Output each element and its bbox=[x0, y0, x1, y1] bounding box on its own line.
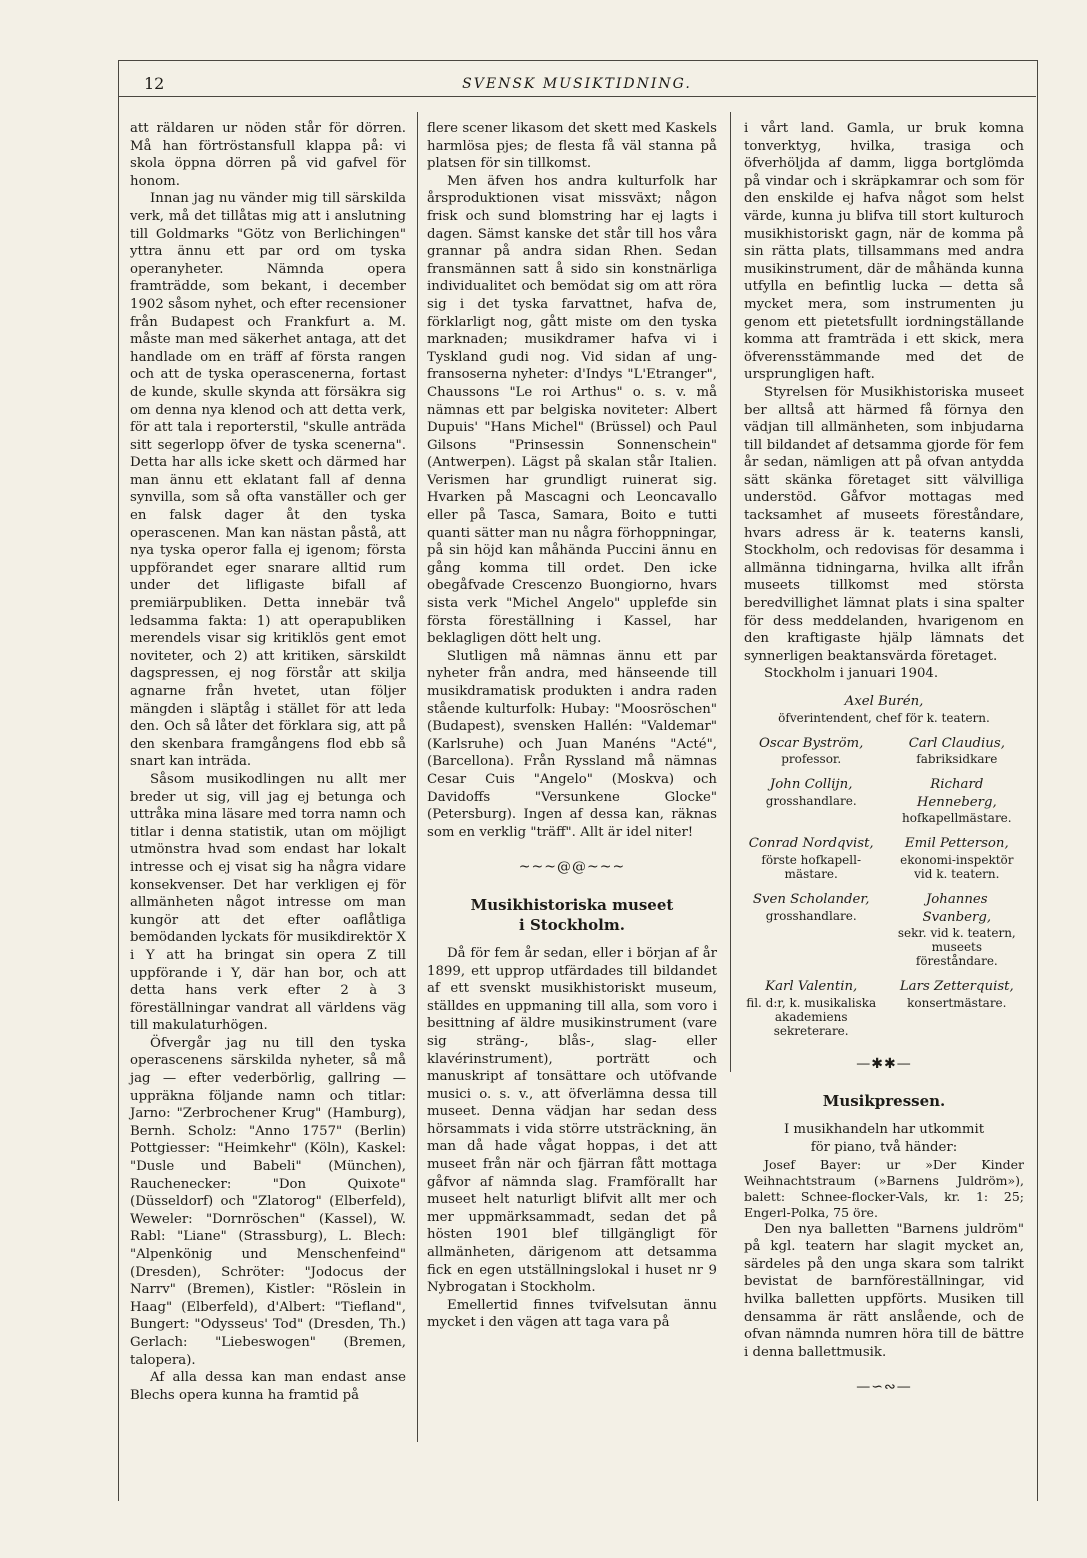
paragraph: Emellertid finnes tvifvelsutan ännu mycket i den vägen att taga vara på bbox=[427, 1297, 717, 1331]
column-3 bbox=[744, 120, 1024, 1415]
paragraph: Öfvergår jag nu till den tyska operascenens särskilda nyheter, så må jag — efter vederbörlig, gallring — uppräkna följande namn och titlar: Jarno: "Zerbrochener Krug" (Hamburg), Bernh. Scholz: "Anno 1757" (Berlin) Pottgiesser: "Heimkehr" (Köln), Kaskel: "Dusle und Babeli" (München), Rauchenecker: "Don Quixote" (Düsseldorf) och "Zlatorog" (Elberfeld), Weweler: "Dornröschen" (Kassel), W. Rabl: "Liane" (Strassburg), L. Blech: "Alpenkönig und Menschenfeind" (Dresden), Schröter: "Jodocus der Narrv" (Bremen), Kistler: "Röslein in Haag" (Elberfeld), d'Albert: "Tiefland", Bungert: "Odysseus' Tod" (Dresden, Th.) Gerlach: "Liebeswogen" (Bremen, talopera). bbox=[130, 1035, 406, 1368]
paragraph: Då för fem år sedan, eller i början af år 1899, ett upprop utfärdades till bildandet af ett svenskt musikhistoriskt museum, ställdes en uppmaning till alla, som voro i besittning af äldre musikinstrument (vare sig sträng-, blås-, slag- eller klavérinstrument), porträtt och manuskript af tonsättare och utöfvande musici o. s. v., att öfverlämna dessa till museet. Denna vädjan har sedan dess hörsammats i vida större utsträckning, än man då hade vågat hoppas, i det att museet från när och fjärran fått mottaga gåfvor af nämnda slag. Framförallt har museet helt naturligt blifvit allt mer och mer uppmärksammadt, sedan det på hösten 1901 blef tillgängligt för allmänheten, därigenom att detsamma fick en egen utställningslokal i huset nr 9 Nybrogatan i Stockholm. bbox=[427, 945, 717, 1296]
signer-role: fabriksidkare bbox=[916, 752, 998, 767]
signer bbox=[744, 735, 878, 767]
page-header bbox=[118, 70, 1036, 98]
paragraph: Men äfven hos andra kulturfolk har årsproduktionen visat missväxt; någon frisk och sund blomstring har ej lagts i dagen. Sämst kanske det står till hos våra grannar på andra sidan Rhen. Sedan fransmännen satt å sido sin konstnärliga individualitet och bemödat sig om att röra sig i det tyska farvattnet, hafva de, förklarligt nog, gått miste om den tyska marknaden; musikdramer hafva vi i Tyskland gudi nog. Vid sidan af ung-fransoserna nyheter: d'Indys "L'Etranger", Chaussons "Le roi Arthus" o. s. v. må nämnas ett par belgiska noviteter: Albert Dupuis' "Hans Michel" (Brüssel) och Paul Gilsons "Prinsessin Sonnenschein" (Antwerpen). Lägst på skalan står Italien. Verismen har grundligt ruinerat sig. Hvarken på Mascagni och Leoncavallo eller på Tasca, Samara, Boito e tutti quanti sätter man nu några förhoppningar, på sin höjd kan måhända Puccini ännu en gång komma till ordet. Den icke obegåfvade Crescenzo Buongiorno, hvars sista verk "Michel Angelo" upplefde sin första föreställning i Kassel, har beklagligen dött helt ung. bbox=[427, 173, 717, 647]
signer bbox=[744, 891, 878, 968]
signer bbox=[890, 735, 1024, 767]
signer-role: hofkapellmästare. bbox=[902, 811, 1012, 826]
press-intro: I musikhandeln har utkommit bbox=[783, 1122, 985, 1138]
signer-role: grosshandlare. bbox=[765, 793, 857, 808]
ornament-divider: —✱✱— bbox=[856, 1055, 912, 1072]
signer bbox=[890, 978, 1024, 1038]
signer bbox=[744, 978, 878, 1038]
dateline: Stockholm i januari 1904. bbox=[764, 666, 939, 682]
paragraph: Såsom musikodlingen nu allt mer breder ut sig, vill jag ej betunga och uttråka mina läsare med torra namn och titlar i denna statistik, utan om möjligt utmönstra hvad som endast har lokalt intresse och ej visat sig ha några vidare konsekvenser. Det har verkligen ej för allmänheten något intresse om man kungör att det efter oaflåtliga bemödanden lyckats för musikdirektör X i Y att ha bringat sin opera Z till uppförande i Y, där han bor, och att detta hans verk efter 2 à 3 föreställningar vandrat all världens väg till makulaturhögen. bbox=[130, 771, 406, 1034]
paragraph: i vårt land. Gamla, ur bruk komna tonverktyg, hvilka, trasiga och öfverhöljda af damm, ligga bortglömda på vindar och i skräpkamrar och som för den enskilde ej hafva något som helst värde, kunna ju blifva till stort kulturoch musikhistoriskt gagn, när de komma på sin rätta plats, tillsammans med andra musikinstrument, där de måhända kunna utfylla en befintlig lucka — detta så mycket mera, som instrumenten ju genom ett pietetsfullt iordningställande komma att framträda i ett skick, mera öfverensstämmande med det de ursprungligen haft. bbox=[744, 121, 1024, 383]
paragraph: Af alla dessa kan man endast anse Blechs opera kunna ha framtid på bbox=[130, 1370, 406, 1403]
signer-name: Axel Burén, bbox=[844, 694, 924, 709]
signer-row bbox=[744, 776, 1024, 825]
signer-role: grosshandlare. bbox=[765, 908, 857, 923]
signer bbox=[744, 776, 878, 825]
signer-role: ekonomi-inspektör vid k. teatern. bbox=[900, 852, 1014, 881]
paragraph: att räldaren ur nöden står för dörren. Må han förtröstansfull klappa på: vi skola öppna dörren på vid gafvel för honom. bbox=[130, 121, 406, 189]
press-item: Josef Bayer: ur »Der Kinder Weihnachtstraum (»Barnens Juldröm»), balett: Schnee-flocker-Vals, kr. 1: 25; Engerl-Polka, 75 öre. bbox=[744, 1156, 1024, 1220]
signer-name: John Collijn, bbox=[769, 777, 853, 793]
signer-role: sekr. vid k. teatern, museets föreståndare. bbox=[897, 926, 1016, 969]
header-rule bbox=[118, 96, 1036, 97]
page-number: 12 bbox=[144, 74, 165, 93]
signer-row bbox=[744, 735, 1024, 767]
running-title: SVENSK MUSIKTIDNING. bbox=[462, 76, 692, 92]
signer bbox=[744, 835, 878, 881]
paragraph: Innan jag nu vänder mig till särskilda verk, må det tillåtas mig att i anslutning till Goldmarks "Götz von Berlichingen" yttra ännu ett par ord om tyska operanyheter. Nämnda opera framträdde, som bekant, i december 1902 såsom nyhet, och efter recensioner från Budapest och Frankfurt a. M. måste man med säkerhet antaga, att det handlade om en träff af första rangen och att de tyska operascenerna, fortast de kunde, skulle skynda att försäkra sig om denna nya klenod och att detta verk, för att tala i reporterstil, "skulle anträda sitt segerlopp öfver de tyska scenerna". Detta har alls icke skett och därmed har man ännu ett eklatant fall af denna synvilla, som så ofta vanställer och ger en falsk dager åt den tyska operascenen. Man kan nästan påstå, att nya tyska operor falla ej igenom; första uppförandet eger snarare alltid rum under det lifligaste bifall af premiärpubliken. Detta innebär två ledsamma fakta: 1) att operapubliken merendels visar sig kritiklös gent emot noviteter, och 2) att kritiken, särskildt dagspressen, ej nog förstår att skilja agnarne från hvetet, utan följer mängden i släptåg i stället för att leda den. Och så låter det förklara sig, att på den skenbara framgångens flod ebb så snart kan inträda. bbox=[130, 191, 406, 770]
signer bbox=[890, 776, 1024, 825]
column-divider-1 bbox=[417, 112, 418, 1442]
paragraph: flere scener likasom det skett med Kaskels harmlösa pjes; de flesta få väl stanna på platsen för sin tillkomst. bbox=[427, 121, 717, 172]
paragraph: Slutligen må nämnas ännu ett par nyheter från andra, med hänseende till musikdramatisk produkten i andra raden stående kulturfolk: Hubay: "Moosröschen" (Budapest), svensken Hallén: "Valdemar" (Karlsruhe) och Juan Manéns "Acté", (Barcellona). Från Ryssland må nämnas Cesar Cuis "Angelo" (Moskva) och Davidoffs "Versunkene Glocke" (Petersburg). Ingen af dessa kan, räknas som en verklig "träff". Allt är idel niter! bbox=[427, 648, 717, 840]
signer-name: Karl Valentin, bbox=[765, 979, 858, 995]
signer-name: Lars Zetterquist, bbox=[899, 979, 1014, 995]
press-heading: Musikpressen. bbox=[822, 1092, 946, 1111]
signer-block bbox=[744, 693, 1024, 1038]
signer-role: öfverintendent, chef för k. teatern. bbox=[778, 710, 990, 725]
signer-role: professor. bbox=[781, 752, 842, 767]
signer bbox=[890, 891, 1024, 968]
museum-heading-line-2: i Stockholm. bbox=[519, 915, 625, 934]
signer-role: konsertmästare. bbox=[907, 995, 1007, 1010]
ornament-divider: ~~~@@~~~ bbox=[518, 859, 626, 876]
signer bbox=[890, 835, 1024, 881]
signer-row bbox=[744, 835, 1024, 881]
signer-name: Richard Henneberg, bbox=[916, 777, 997, 810]
signer-row bbox=[744, 891, 1024, 968]
column-1 bbox=[130, 120, 406, 1404]
signer-role: förste hofkapell-mästare. bbox=[761, 852, 862, 881]
column-2 bbox=[427, 120, 717, 1332]
press-sub: för piano, två händer: bbox=[810, 1139, 958, 1155]
signer-role: fil. d:r, k. musikaliska akademiens sekreterare. bbox=[746, 995, 877, 1038]
end-ornament: —∽∾— bbox=[856, 1379, 912, 1396]
museum-heading-line-1: Musikhistoriska museet bbox=[470, 895, 674, 914]
signer-name: Johannes Svanberg, bbox=[922, 891, 992, 925]
museum-heading bbox=[427, 895, 717, 935]
paragraph: Styrelsen för Musikhistoriska museet ber alltså att härmed få förnya den vädjan till allmänheten, som inbjudarna till bildandet af detsamma gjorde för fem år sedan, nämligen att på ofvan antydda sätt skänka företaget sitt välvilliga understöd. Gåfvor mottagas med tacksamhet af museets föreståndare, hvars adress är k. teaterns kansli, Stockholm, och redovisas för desamma i allmänna tidningarna, hvilka allt ifrån museets tillkomst med största beredvillighet lämnat plats i sina spalter för dess meddelanden, hvarigenom en den kraftigaste hjälp lämnats det synnerligen beaktansvärda företaget. bbox=[744, 384, 1024, 664]
signer-name: Conrad Nordqvist, bbox=[748, 836, 874, 852]
signer-name: Emil Petterson, bbox=[904, 836, 1009, 852]
signer-name: Sven Scholander, bbox=[752, 891, 870, 907]
signer-name: Oscar Byström, bbox=[759, 735, 864, 751]
signer-row bbox=[744, 978, 1024, 1038]
paragraph: Den nya balletten "Barnens juldröm" på kgl. teatern har slagit mycket an, särdeles på den unga skara som talrikt bevistat de barnföreställningar, vid hvilka balletten uppförts. Musiken till densamma är rätt anslående, och de ofvan nämnda numren höra till de bättre i denna ballettmusik. bbox=[744, 1221, 1024, 1360]
column-divider-2 bbox=[730, 112, 731, 1072]
signer-name: Carl Claudius, bbox=[908, 735, 1005, 751]
